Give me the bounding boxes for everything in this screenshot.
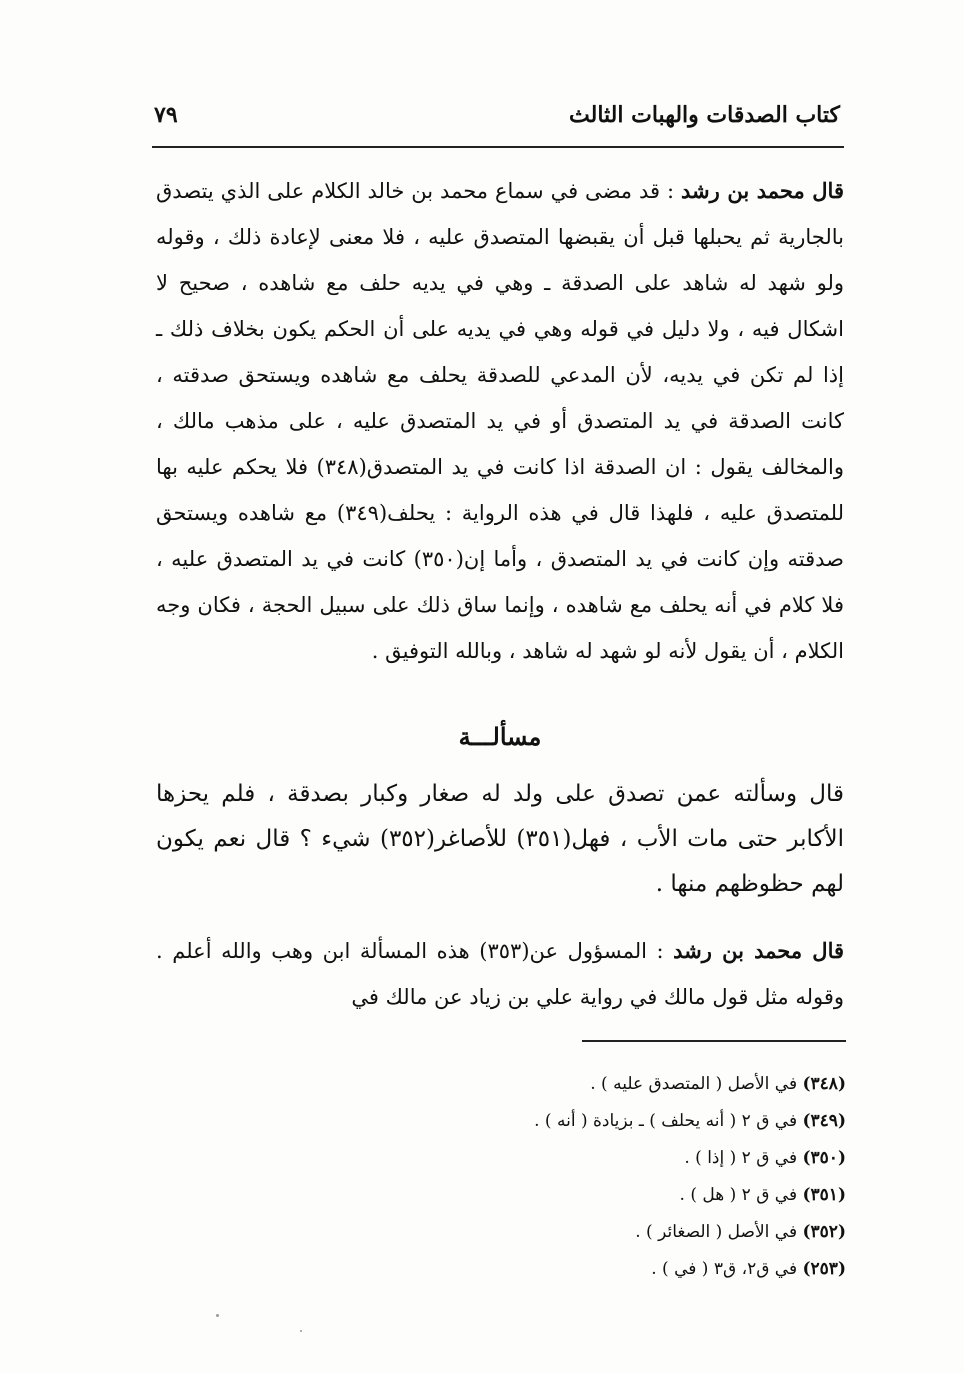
footnote-text: في الأصل ( الصغائر ) . xyxy=(635,1222,798,1242)
commentary-paragraph xyxy=(156,168,844,674)
footnote-number: (٢٥٣) xyxy=(802,1259,846,1279)
footnote-number: (٣٥٠) xyxy=(802,1148,846,1168)
footnote xyxy=(300,1177,846,1214)
answer-body: : المسؤول عن(٣٥٣) هذه المسألة ابن وهب والله أعلم . وقوله مثل قول مالك في رواية علي بن زياد عن مالك في xyxy=(156,939,844,1009)
commentary-body: : قد مضى في سماع محمد بن خالد الكلام على الذي يتصدق بالجارية ثم يحبلها قبل أن يقبضها المتصدق عليه ، فلا معنى لإعادة ذلك ، وقوله ولو شهد له شاهد على الصدقة ـ وهي في يديه حلف مع شاهده ، صحيح لا اشكال فيه ، ولا دليل في قوله وهي في يديه على أن الحكم يكون بخلاف ذلك ـ إذا لم تكن في يديه، لأن المدعي للصدقة يحلف مع شاهده ويستحق صدقته ، كانت الصدقة في يد المتصدق أو في يد المتصدق عليه ، على مذهب مالك ، والمخالف يقول : ان الصدقة اذا كانت في يد المتصدق(٣٤٨) فلا يحكم عليه بها للمتصدق عليه ، فلهذا قال في هذه الرواية : يحلف(٣٤٩) مع شاهده ويستحق صدقته وإن كانت في يد المتصدق ، وأما إن(٣٥٠) كانت في يد المتصدق عليه ، فلا كلام في أنه يحلف مع شاهده ، وإنما ساق ذلك على سبيل الحجة ، فكان وجه الكلام ، أن يقول لأنه لو شهد له شاهد ، وبالله التوفيق . xyxy=(156,179,845,663)
section-title: مسألـــة xyxy=(458,722,542,751)
footnote-text: في الأصل ( المتصدق عليه ) . xyxy=(590,1074,798,1094)
footnote xyxy=(300,1140,846,1177)
footnote xyxy=(300,1214,846,1251)
footnote-text: في ق ٢ ( إذا ) . xyxy=(684,1148,798,1168)
question-paragraph: قال وسألته عمن تصدق على ولد له صغار وكبار بصدقة ، فلم يحزها الأكابر حتى مات الأب ، فهل(٣٥١) للأصاغر(٣٥٢) شيء ؟ قال نعم يكون لهم حظوظهم منها . xyxy=(156,781,844,897)
header-rule xyxy=(152,146,844,148)
scan-speck xyxy=(300,1330,302,1332)
page-number: ٧٩ xyxy=(154,102,178,128)
running-header xyxy=(150,92,844,142)
footnote-text: في ق ٢ ( هل ) . xyxy=(679,1185,798,1205)
footnote-text: في ق ٢ ( أنه يحلف ) ـ بزيادة ( أنه ) . xyxy=(534,1111,798,1131)
footnote-text: في ق٢، ق٣ ( في ) . xyxy=(651,1259,798,1279)
footnote-number: (٣٤٩) xyxy=(802,1111,846,1131)
footnote xyxy=(300,1066,846,1103)
answer-paragraph xyxy=(156,928,844,1020)
book-title: كتاب الصدقات والهبات الثالث xyxy=(569,102,840,128)
footnote xyxy=(300,1251,846,1288)
footnote xyxy=(300,1103,846,1140)
commentary-lead: قال محمد بن رشد xyxy=(681,178,844,203)
footnote-rule xyxy=(582,1040,846,1042)
footnotes-list xyxy=(300,1066,846,1288)
answer-lead: قال محمد بن رشد xyxy=(673,938,845,963)
footnote-number: (٣٤٨) xyxy=(802,1074,846,1094)
footnote-number: (٣٥١) xyxy=(802,1185,846,1205)
scan-speck xyxy=(216,1314,219,1317)
footnote-number: (٣٥٢) xyxy=(802,1222,846,1242)
